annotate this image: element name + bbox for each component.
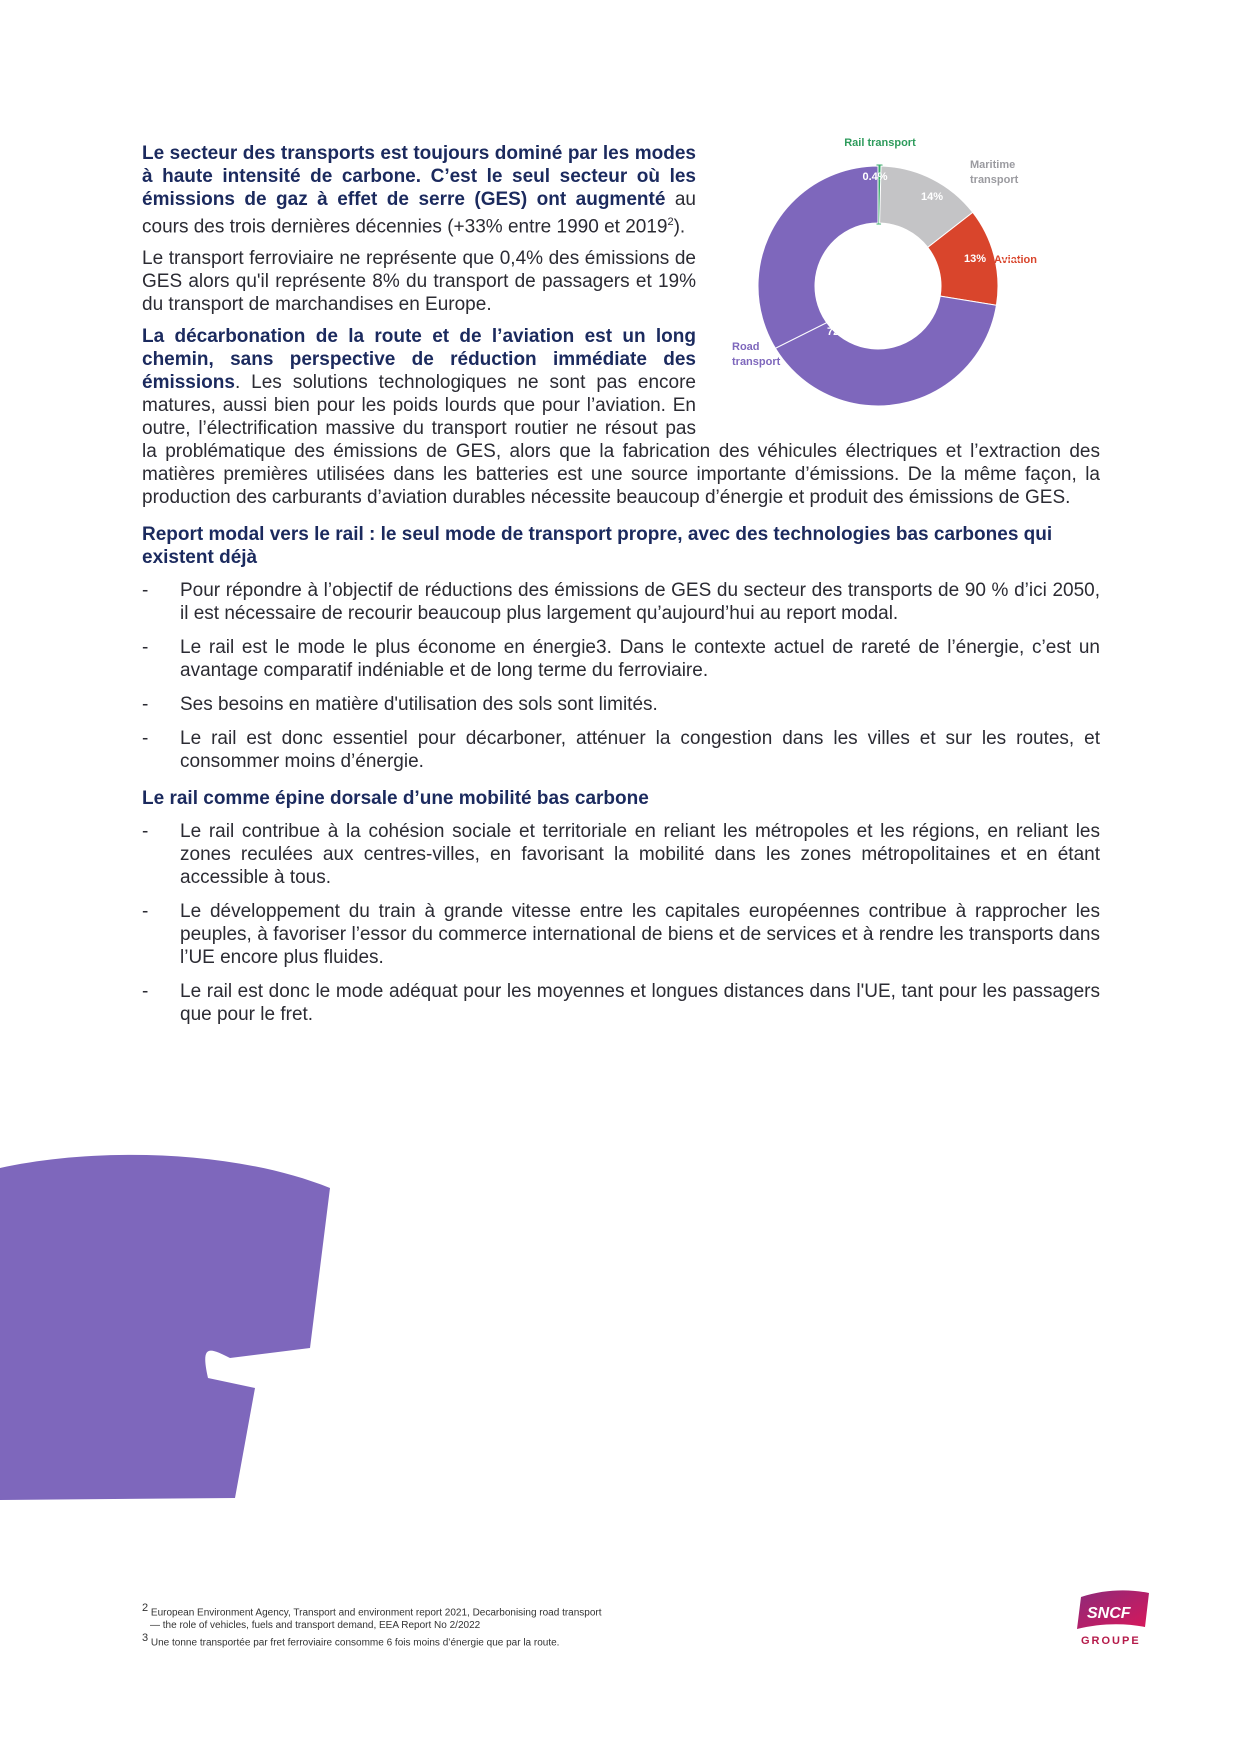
bullet-dash: - (142, 981, 149, 1003)
bullet-dash: - (142, 694, 149, 716)
footnote-3-number: 3 (142, 1632, 149, 1645)
footnote-ref-2: 2 (667, 216, 674, 228)
list-item (142, 727, 1100, 773)
intro-text-1-end: ). (673, 216, 686, 238)
bullet-dash: - (142, 901, 149, 923)
list-item (142, 980, 1100, 1026)
section-2-title: Le rail comme épine dorsale d’une mobilité bas carbone (142, 788, 649, 810)
list-item (142, 693, 1100, 716)
slice-value-label: 72% (826, 326, 850, 338)
intro-bold-1: Le secteur des transports est toujours dominé par les modes à haute intensité de carbone. C’est le seul secteur où les émissions de gaz à effet de serre (GES) ont augmenté (142, 143, 696, 210)
list-item-text: Le rail est donc le mode adéquat pour les moyennes et longues distances dans l'UE, tant pour les passagers que pour le fret. (180, 981, 1100, 1026)
slice-category-label: Maritime transport (970, 159, 1019, 186)
slice-value-label: 0.4% (862, 171, 888, 183)
sncf-logo-text: SNCF (1087, 1605, 1131, 1622)
page-content (142, 137, 1100, 1037)
section-1-list (142, 579, 1100, 773)
section-1-title: Report modal vers le rail : le seul mode de transport propre, avec des technologies bas carbones qui existent déjà (142, 524, 1053, 569)
footnote-3-text: Une tonne transportée par fret ferroviaire consomme 6 fois moins d’énergie que par la route. (148, 1637, 560, 1649)
bullet-dash: - (142, 728, 149, 750)
bullet-dash: - (142, 580, 149, 602)
section-2-list (142, 820, 1100, 1026)
sncf-logo-subtitle: GROUPE (1081, 1635, 1141, 1647)
decorative-shape (0, 1148, 340, 1508)
list-item (142, 636, 1100, 682)
list-item-text: Pour répondre à l’objectif de réductions des émissions de GES du secteur des transports de 90 % d’ici 2050, il est nécessaire de recourir beaucoup plus largement qu’aujourd’hui au report modal. (180, 580, 1100, 625)
intro-text-1: au cours des trois dernières décennies (+33% entre 1990 et 2019 (142, 189, 696, 238)
intro-paragraph-2: Le transport ferroviaire ne représente que 0,4% des émissions de GES alors qu'il représente 8% du transport de passagers et 19% du transport de marchandises en Europe. (142, 248, 696, 316)
donut-chart-svg (708, 134, 1108, 426)
slice-category-label: Road transport (732, 341, 781, 368)
footnote-2-continued: — the role of vehicles, fuels and transport demand, EEA Report No 2/2022 (150, 1620, 481, 1632)
slice-value-label: 13% (963, 253, 987, 265)
slice-value-label: 14% (920, 191, 944, 203)
list-item (142, 900, 1100, 969)
donut-chart (708, 134, 1108, 426)
intro-text-3: . Les solutions technologiques ne sont pas encore matures, aussi bien pour les poids lourds que pour l’aviation. En outre, l’électrification massive du transport routier ne résout pas la problématique des émissions de GES, alors que la fabrication des véhicules électriques et l’extraction des matières premières utilisées dans les batteries est une source importante d’émissions. De la même façon, la production des carburants d’aviation durables nécessite beaucoup d’énergie et produit des émissions de GES. (142, 372, 1100, 509)
slice-category-label: Rail transport (844, 137, 916, 149)
list-item-text: Le rail contribue à la cohésion sociale et territoriale en reliant les métropoles et les régions, en reliant les zones reculées aux centres-villes, en favorisant la mobilité dans les zones métropolitaines et en étant accessible à tous. (180, 821, 1100, 889)
bullet-dash: - (142, 637, 149, 659)
bullet-dash: - (142, 821, 149, 843)
footnote-2-number: 2 (142, 1602, 149, 1614)
slice-category-label: Aviation (994, 254, 1037, 266)
footnote-3 (142, 1632, 742, 1649)
intro-bold-3: La décarbonation de la route et de l’aviation est un long chemin, sans perspective de réduction immédiate des émissions (142, 326, 696, 394)
list-item (142, 579, 1100, 625)
list-item-text: Ses besoins en matière d'utilisation des sols sont limités. (180, 694, 658, 716)
list-item (142, 820, 1100, 889)
list-item-text: Le développement du train à grande vitesse entre les capitales européennes contribue à rapprocher les peuples, à favoriser l’essor du commerce international de biens et de services et à rendre les transports dans l’UE encore plus fluides. (180, 901, 1100, 969)
footnotes (142, 1602, 742, 1650)
list-item-text: Le rail est le mode le plus économe en énergie3. Dans le contexte actuel de rareté de l’énergie, c’est un avantage comparatif indéniable et de long terme du ferroviaire. (180, 637, 1100, 682)
footnote-2 (142, 1602, 742, 1619)
list-item-text: Le rail est donc essentiel pour décarboner, atténuer la congestion dans les villes et sur les routes, et consommer moins d’énergie. (180, 728, 1100, 773)
footnote-2-text: European Environment Agency, Transport and environment report 2021, Decarbonising road transport (148, 1607, 602, 1619)
